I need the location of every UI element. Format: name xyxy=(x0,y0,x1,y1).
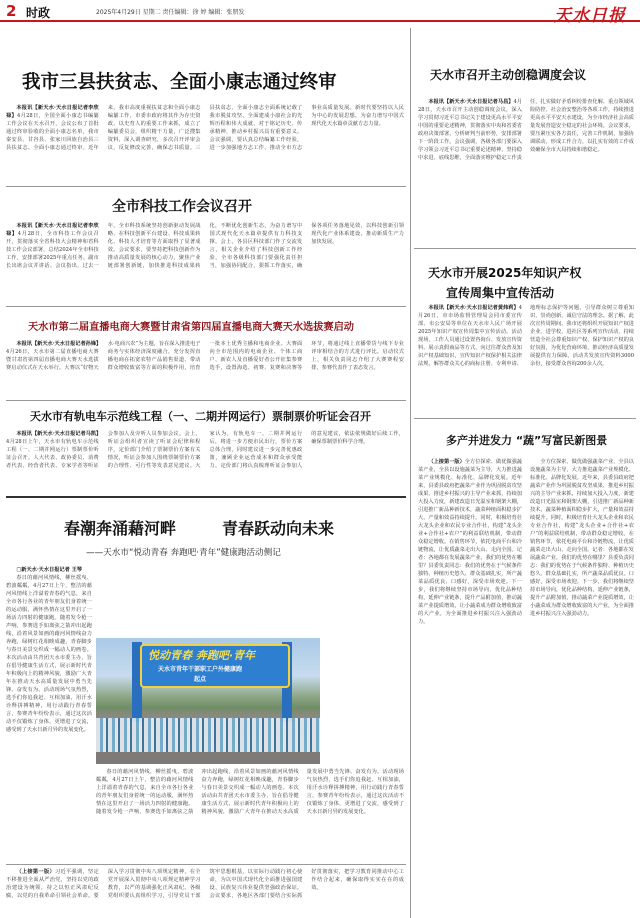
byline: （上接第一版） xyxy=(428,459,465,465)
article-sci-tech-meeting xyxy=(6,222,404,302)
road xyxy=(96,752,320,764)
article-poverty-annals xyxy=(6,104,404,182)
divider xyxy=(414,248,636,249)
event-photo xyxy=(96,638,320,764)
byline: 本报讯【新天水·天水日报记者孙锋】 xyxy=(16,341,102,347)
article-body: 4月28日，全国全面小康志书编纂工作会议在天水召开，会议公布了首批通过终审验收的全面小康志名单，我市秦安县、甘谷县、张家川回族自治县三县扶贫志、全面小康志通过终审。近年来，我市高度重视扶贫志和全面小康志编纂工作，市委市政府将其作为存史资政、以史育人的重要工作来抓，成立了编纂委员会，组织精干力量，广泛搜集资料，深入调查研究，多次召开评审会议，反复修改完善，确保志书质量。三县扶贫志、全面小康志全面系统记载了我市脱贫攻坚、全面建成小康社会的光辉历程和伟大成就，对于铭记历史、传承精神、推动乡村振兴具有重要意义。会议强调，要认真总结编纂工作经验，进一步加强地方志工作，推动全市方志事业高质量发展。新时代要坚持以人民为中心的发展思想，为奋力谱写中国式现代化天水篇章贡献方志力量。 xyxy=(6,105,404,151)
headline-livestream-contest: 天水市第二届直播电商大赛暨甘肃省第四届直播电商大赛天水选拔赛启动 xyxy=(28,322,354,333)
headline-sci-tech-meeting: 全市科技工作会议召开 xyxy=(112,199,252,215)
headline-stability-meeting: 天水市召开主动创稳调度会议 xyxy=(430,68,587,82)
headline-ip-week-1: 天水市开展2025年知识产权 xyxy=(428,266,582,280)
article-youth-run-col1 xyxy=(6,566,92,860)
byline: 本报讯【新天水·天水日报记者马凯】 xyxy=(16,431,102,437)
article-youth-run-cont xyxy=(96,768,404,860)
headline-vegetable-industry: 多产并进发力 “蔬”写富民新图景 xyxy=(446,434,608,447)
article-body: 全方位探索、做优做强蔬菜产业，全县以设施蔬菜为主导，大力推进蔬菜产业规模化、标准化、品牌化发展。近年来，县委县政府把蔬菜产业作为巩固脱贫攻坚成果、推进乡村振兴的主导产业来抓，持续加大投入力度，新建改造日光温室和钢架大棚，引进推广新品种新技术，蔬菜种植面积稳步扩大，产量和效益持续提升。同时，积极培育壮大龙头企业和农民专业合作社，构建“龙头企业+合作社+农户”的利益联结机制，带动群众稳定增收。在销售环节，依托电商平台和冷链物流，让优质蔬菜走出大山、走向全国。记者：各地都在发展蔬菜产业，我们的优势在哪里？县委负责同志：我们的优势在于气候条件独特、种植历史悠久、群众基础扎实，所产蔬菜品质优良、口感好，深受市场欢迎。下一步，我们将继续坚持市场导向，优化品种结构，延伸产业链条，提升产品附加值，推动蔬菜产业提质增效，让小蔬菜成为群众增收致富的大产业，为全面推进乡村振兴注入强劲动力。 xyxy=(418,459,522,625)
divider xyxy=(6,186,406,187)
article-body: 全方位探索、做优做强蔬菜产业，全县以设施蔬菜为主导，大力推进蔬菜产业规模化、标准化、品牌化发展。近年来，县委县政府把蔬菜产业作为巩固脱贫攻坚成果、推进乡村振兴的主导产业来抓，持续加大投入力度，新建改造日光温室和钢架大棚，引进推广新品种新技术，蔬菜种植面积稳步扩大，产量和效益持续提升。同时，积极培育壮大龙头企业和农民专业合作社，构建“龙头企业+合作社+农户”的利益联结机制，带动群众稳定增收。在销售环节，依托电商平台和冷链物流，让优质蔬菜走出大山、走向全国。记者：各地都在发展蔬菜产业，我们的优势在哪里？县委负责同志：我们的优势在于气候条件独特、种植历史悠久、群众基础扎实，所产蔬菜品质优良、口感好，深受市场欢迎。下一步，我们将继续坚持市场导向，优化品种结构，延伸产业链条，提升产品附加值，推动蔬菜产业提质增效，让小蔬菜成为群众增收致富的大产业，为全面推进乡村振兴注入强劲动力。 xyxy=(530,459,634,617)
headline-youth-run-right: 青春跃动向未来 xyxy=(222,519,335,538)
byline: 本报讯【新天水·天水日报记者马昌】 xyxy=(428,99,514,105)
article-body: 4月28日上午，天水市有轨电车示范线工程（一、二期并网运行）票制票价听证会召开。人大代表、政协委员、消费者代表、经营者代表、专家学者等听证会参加人及旁听人员参加会议。会上，听证会组织者宣读了听证会纪律和程序，定价部门介绍了票制票价方案有关情况，听证会参加人围绕票制票价方案的合理性、可行性等发表意见建议。大家认为，有轨电车一、二期并网运行后，将进一步方便市民出行，票价方案总体合理，同时建议进一步完善优惠政策，兼顾企业运营成本和群众承受能力。定价部门将认真梳理听证会参加人的意见建议，依法依规做好后续工作，确保票制票价科学合理。 xyxy=(6,431,404,469)
article-body: 习近平强调，坚定不移推进全面从严治党，坚持以党的政治建设为统领，持之以恒正风肃纪反腐，以党的自我革命引领社会革命。要深入学习贯彻中央八项规定精神，在全党开展深入贯彻中央八项规定精神学习教育，以严的基调强化正风肃纪。各级党组织要认真组织学习，引导党员干部筑牢思想根基，以实际行动践行初心使命，为以中国式现代化全面推进强国建设、民族复兴伟业提供坚强政治保证。会议要求，各地区各部门要结合实际抓好贯彻落实，把学习教育同推动中心工作结合起来，确保取得实实在在的成效。 xyxy=(6,869,404,899)
column-divider xyxy=(410,28,411,918)
byline: □新天水·天水日报记者 王琴 xyxy=(16,567,82,573)
article-body: 春日的藉河风情线，柳丝摇曳、碧波粼粼，4月27日上午，整洁的藉河风情线上洋溢着青春的气息，来自全市各行各业的青年朋友们身着统一的运动服，满怀热情在这里开启了一场活力四射的健康跑。随着发令枪一声响，参赛选手如离弦之箭冲出起跑线，沿着风景如画的藉河风情线奋力奔跑，绿树红花相映成趣，青春脚步与春日美景交织成一幅动人的画卷。本次活动由共青团天水市委主办，旨在倡导健康生活方式，展示新时代青年积极向上的精神风貌，激励广大青年在推动天水高质量发展中勇当先锋、奋发有为。活动现场气氛热烈，选手们你追我赶、互相加油，用汗水诠释拼搏精神，用行动践行青春誓言，参赛青年纷纷表示，通过这次活动不仅锻炼了身体，更增进了交流，感受到了天水日新月异的发展变化。 xyxy=(96,769,404,815)
byline: 本报讯【新天水·天水日报记者李欣禄】 xyxy=(6,105,99,119)
article-body: 4月26日，市市场监督管理局会同市委宣传部、市公安局等单位在天水市人民广场开展2025年知识产权宣传周集中宣传活动。活动现场，工作人员通过设置咨询台、发放宣传资料、展示真假商品等方式，向过往群众普及知识产权基础知识，宣传知识产权保护相关法律法规，解答群众关心的商标注册、专利申请、地理标志保护等问题，引导群众树立尊重知识、崇尚创新、诚信守法的理念。据了解，此次宣传周期间，我市还将组织开展知识产权进企业、进学校、进社区等系列宣传活动，持续营造全社会尊重知识产权、保护知识产权的良好氛围，为优化营商环境、推动经济高质量发展提供有力保障。活动共发放宣传资料3000余份，接受群众咨询200余人次。 xyxy=(418,305,634,367)
divider xyxy=(6,496,406,498)
article-body: 4月28日，天水市召开主动创稳调度会议，深入学习贯彻习近平总书记关于建设更高水平平安中国的重要论述精神，贯彻落实中央和省委省政府决策部署，分析研判当前形势，安排部署下一阶段工作。会议强调，各级各部门要深入学习领会习近平总书记重要论述精神，坚持稳中求进、底线思维，全面落实维护稳定工作责任，扎实做好矛盾纠纷排查化解、重点领域风险防控、社会治安整治等各项工作，持续推进更高水平平安天水建设，为全市经济社会高质量发展营造安全稳定的社会环境。会议要求，要压紧压实各方责任，完善工作机制，加强协调联动，形成工作合力，以扎实有效的工作成效确保全市大局持续和谐稳定。 xyxy=(418,99,634,161)
article-livestream-contest xyxy=(6,340,404,396)
divider xyxy=(414,418,636,419)
divider xyxy=(6,400,406,401)
article-body: 4月28日，全市科技工作会议召开，贯彻落实全省科技大会精神和省科技工作会议部署，总结2024年全市科技工作，安排部署2025年重点任务。副市长出席会议并讲话。会议指出，过去一年，全市科技系统坚持创新驱动发展战略，在科技创新平台建设、科技成果转化、科技人才培育等方面取得了显著成效。会议要求，要坚持把科技创新作为推动高质量发展的核心动力，聚焦产业链部署创新链，加快推进科技成果转化，不断优化创新生态，为奋力谱写中国式现代化天水篇章提供有力科技支撑。会上，各县区科技部门作了交流发言，相关企业介绍了科技创新工作经验。全市各级科技部门要强化责任担当，加强协同配合，狠抓工作落实，确保各项任务落地见效，以科技创新引领现代化产业体系建设，推动新质生产力加快发展。 xyxy=(6,223,404,269)
photo-banner-sub: 天水市青年干部职工户外健康跑 xyxy=(158,666,243,673)
article-ip-week xyxy=(418,304,634,414)
headline-poverty-annals: 我市三县扶贫志、全面小康志通过终审 xyxy=(22,72,337,93)
byline: （上接第一版） xyxy=(16,869,55,875)
article-vegetable-industry xyxy=(418,458,634,916)
article-continued xyxy=(6,868,404,916)
newspaper-logo: 天水日报 xyxy=(554,6,626,26)
byline: 本报讯【新天水·天水日报记者李欣禄】 xyxy=(6,223,99,237)
masthead xyxy=(0,0,640,26)
photo-banner-start: 起点 xyxy=(194,676,207,683)
article-stability-meeting xyxy=(418,98,634,244)
headline-youth-run-left: 春潮奔涌藉河畔 xyxy=(64,519,177,538)
headline-tram-hearing: 天水市有轨电车示范线工程（一、二期并网运行）票制票价听证会召开 xyxy=(30,410,371,423)
page-number: 2 xyxy=(6,2,17,20)
article-body: 4月26日，天水市第二届直播电商大赛暨甘肃省第四届直播电商大赛天水选拔赛启动仪式在天水举行。大赛以“好物天水·电商兴农”为主题，旨在深入推进电子商务与实体经济深度融合，充分发挥直播电商在拓宽农特产品销售渠道、带动群众增收致富等方面的积极作用，培育一批本土优秀主播和电商企业。大赛面向全市范围内的电商企业、个体工商户、新农人及直播爱好者公开征集参赛选手，设置海选、初赛、复赛和决赛等环节，将通过线上直播带货与线下专业评审相结合的方式进行评比。启动仪式上，相关负责同志介绍了大赛赛程安排，参赛代表作了表态发言。 xyxy=(6,341,404,371)
divider xyxy=(6,864,406,865)
divider xyxy=(6,306,406,307)
dateline: 2025年4月29日 星期二 责任编辑：徐 婷 编辑：张朋发 xyxy=(96,9,245,16)
runners-crowd xyxy=(96,718,320,752)
headline-ip-week-2: 宣传周集中宣传活动 xyxy=(446,286,555,300)
subheadline-youth-run: ——天水市“悦动青春 奔跑吧·青年”健康跑活动侧记 xyxy=(86,548,281,558)
photo-banner-main: 悦动青春 奔跑吧·青年 xyxy=(148,649,256,662)
section-name: 时政 xyxy=(26,6,51,20)
byline: 本报讯【新天水·天水日报记者黄炜莉】 xyxy=(428,305,519,311)
article-body: 春日的藉河风情线，柳丝摇曳、碧波粼粼，4月27日上午，整洁的藉河风情线上洋溢着青春的气息，来自全市各行各业的青年朋友们身着统一的运动服，满怀热情在这里开启了一场活力四射的健康跑。随着发令枪一声响，参赛选手如离弦之箭冲出起跑线，沿着风景如画的藉河风情线奋力奔跑，绿树红花相映成趣，青春脚步与春日美景交织成一幅动人的画卷。本次活动由共青团天水市委主办，旨在倡导健康生活方式，展示新时代青年积极向上的精神风貌，激励广大青年在推动天水高质量发展中勇当先锋、奋发有为。活动现场气氛热烈，选手们你追我赶、互相加油，用汗水诠释拼搏精神，用行动践行青春誓言，参赛青年纷纷表示，通过这次活动不仅锻炼了身体，更增进了交流，感受到了天水日新月异的发展变化。 xyxy=(6,575,92,733)
article-tram-hearing xyxy=(6,430,404,492)
